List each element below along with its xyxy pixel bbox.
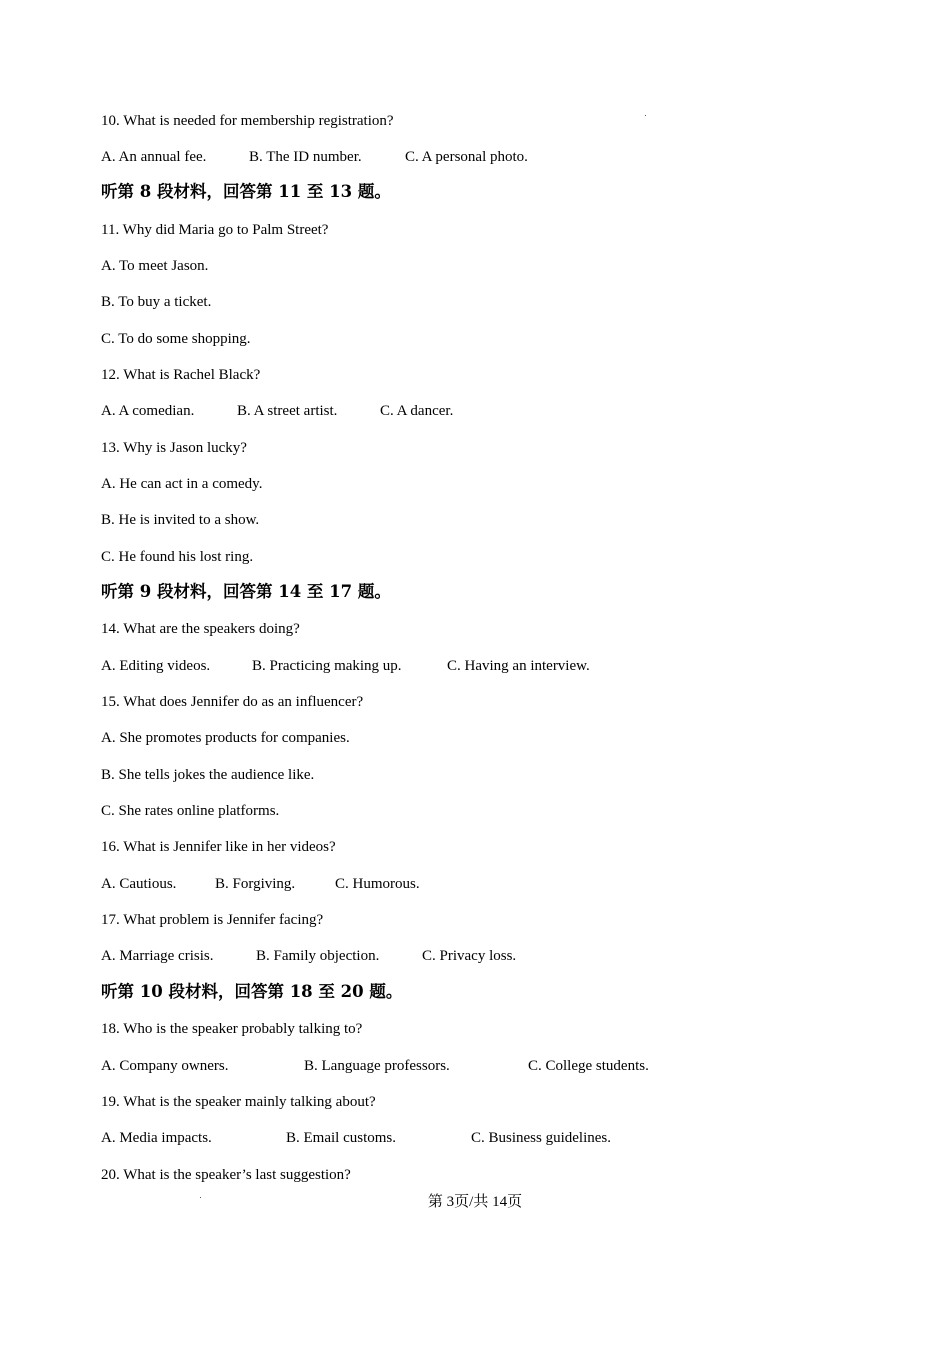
q18-option-a: A. Company owners. (101, 1058, 229, 1074)
q17-option-c: C. Privacy loss. (422, 948, 517, 964)
q14-option-a: A. Editing videos. (101, 658, 211, 674)
question-13: 13. Why is Jason lucky? (101, 440, 247, 456)
q10-option-b: B. The ID number. (249, 149, 362, 165)
q12-option-b: B. A street artist. (237, 403, 338, 419)
q19-option-c: C. Business guidelines. (471, 1130, 612, 1146)
q14-option-b: B. Practicing making up. (252, 658, 402, 674)
q13-option-a: A. He can act in a comedy. (101, 476, 263, 492)
question-10: 10. What is needed for membership registration? (101, 113, 394, 129)
q17-option-a: A. Marriage crisis. (101, 948, 214, 964)
q13-option-b: B. He is invited to a show. (101, 512, 260, 528)
q11-option-a: A. To meet Jason. (101, 258, 209, 274)
section-10-heading: 听第 10 段材料，回答第 18 至 20 题。 (101, 982, 403, 1001)
q15-option-b: B. She tells jokes the audience like. (101, 767, 315, 783)
section-9-heading: 听第 9 段材料，回答第 14 至 17 题。 (101, 582, 391, 601)
q12-option-c: C. A dancer. (380, 403, 454, 419)
q11-option-c: C. To do some shopping. (101, 331, 251, 347)
q16-option-a: A. Cautious. (101, 876, 177, 892)
question-15: 15. What does Jennifer do as an influencer? (101, 694, 364, 710)
q16-option-c: C. Humorous. (335, 876, 420, 892)
q19-option-b: B. Email customs. (286, 1130, 396, 1146)
question-18: 18. Who is the speaker probably talking to? (101, 1021, 363, 1037)
q10-option-a: A. An annual fee. (101, 149, 207, 165)
q10-option-c: C. A personal photo. (405, 149, 528, 165)
speck-mark (200, 1197, 201, 1198)
speck-mark (645, 115, 646, 116)
question-11: 11. Why did Maria go to Palm Street? (101, 222, 329, 238)
section-8-heading: 听第 8 段材料，回答第 11 至 13 题。 (101, 182, 391, 201)
q17-option-b: B. Family objection. (256, 948, 380, 964)
q15-option-a: A. She promotes products for companies. (101, 730, 350, 746)
q18-option-b: B. Language professors. (304, 1058, 450, 1074)
q12-option-a: A. A comedian. (101, 403, 195, 419)
q16-option-b: B. Forgiving. (215, 876, 296, 892)
q13-option-c: C. He found his lost ring. (101, 549, 254, 565)
question-16: 16. What is Jennifer like in her videos? (101, 839, 336, 855)
q15-option-c: C. She rates online platforms. (101, 803, 280, 819)
question-20: 20. What is the speaker’s last suggestion? (101, 1167, 351, 1183)
q11-option-b: B. To buy a ticket. (101, 294, 212, 310)
q19-option-a: A. Media impacts. (101, 1130, 212, 1146)
question-14: 14. What are the speakers doing? (101, 621, 300, 637)
question-12: 12. What is Rachel Black? (101, 367, 261, 383)
question-19: 19. What is the speaker mainly talking about? (101, 1094, 376, 1110)
q18-option-c: C. College students. (528, 1058, 649, 1074)
question-17: 17. What problem is Jennifer facing? (101, 912, 324, 928)
page-footer: 第 3页/共 14页 (427, 1194, 523, 1210)
q14-option-c: C. Having an interview. (447, 658, 590, 674)
